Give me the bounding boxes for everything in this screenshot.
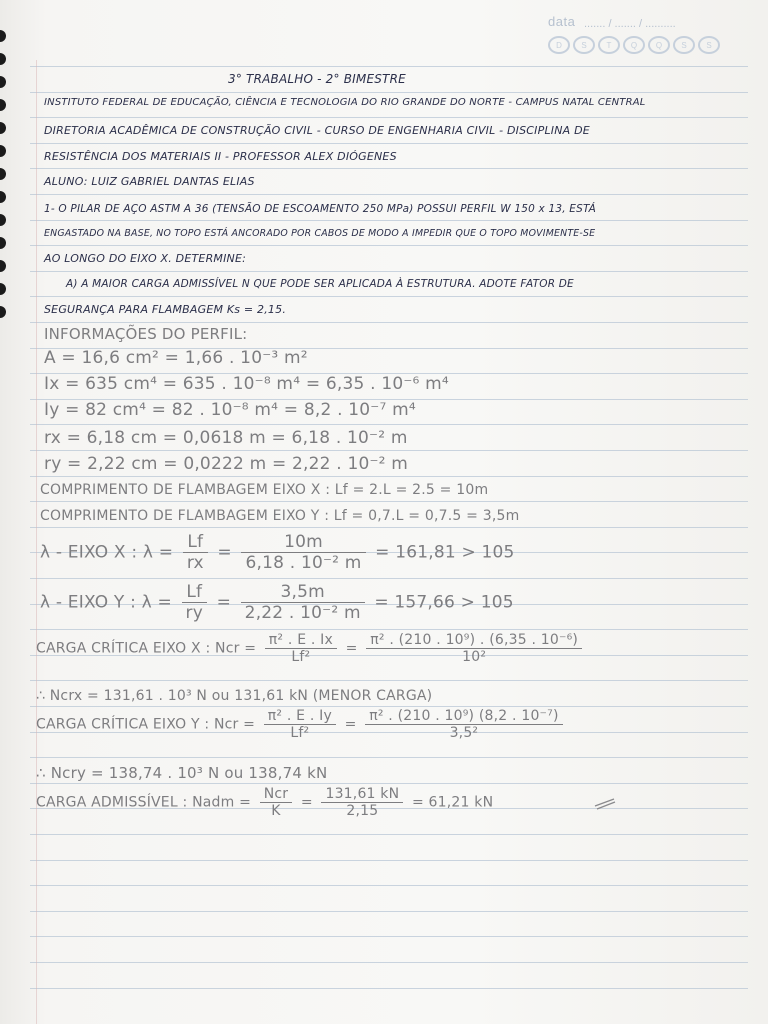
- weekday-circle: Q: [623, 36, 645, 54]
- ruled-line: [30, 117, 748, 118]
- ruled-line: [30, 783, 748, 784]
- assignment-title: 3° TRABALHO - 2° BIMESTRE: [228, 72, 406, 86]
- question-line-2: ENGASTADO NA BASE, NO TOPO ESTÁ ANCORADO POR CABOS DE MODO A IMPEDIR QUE O TOPO MOVIMENTE-SE: [44, 228, 596, 239]
- lambda-x-fraction-values: [241, 532, 365, 573]
- lambda-y-numerator-value: 3,5m: [241, 582, 365, 603]
- lambda-x-numerator: Lf: [183, 532, 208, 553]
- rx-equation: rx = 6,18 cm = 0,0618 m = 6,18 . 10⁻² m: [44, 428, 408, 448]
- lambda-x-denominator-value: 6,18 . 10⁻² m: [245, 553, 362, 573]
- ruled-line: [30, 220, 748, 221]
- ruled-line: [30, 296, 748, 297]
- item-a-line-2: SEGURANÇA PARA FLAMBAGEM Ks = 2,15.: [44, 303, 287, 316]
- nadm-lhs: CARGA ADMISSÍVEL : Nadm =: [36, 794, 252, 811]
- nadm-denominator-value: 2,15: [346, 803, 379, 819]
- spiral-hole: [0, 30, 6, 42]
- lambda-y-lhs: λ - EIXO Y : λ =: [40, 592, 172, 613]
- lambda-y-fraction: [182, 582, 207, 623]
- spiral-hole: [0, 191, 6, 203]
- spiral-hole: [0, 237, 6, 249]
- nadm-numerator: Ncr: [260, 786, 293, 803]
- weekday-circle: S: [573, 36, 595, 54]
- student-name: ALUNO: LUIZ GABRIEL DANTAS ELIAS: [44, 175, 255, 188]
- question-line-1: 1- O PILAR DE AÇO ASTM A 36 (TENSÃO DE ESCOAMENTO 250 MPa) POSSUI PERFIL W 150 x 13, ESTÁ: [44, 203, 597, 215]
- weekday-circle: S: [698, 36, 720, 54]
- critical-load-x-equation: CARGA CRÍTICA EIXO X : Ncr = $\frac{\text{π² . E . Ix}}{\text{Lf²}}$ = $\frac{\text{π² . (210 . 10⁹) . (6,35 . 10⁻⁶)}}{\text{10²}}$: [36, 632, 586, 665]
- ruled-line: [30, 885, 748, 886]
- ruled-line: [30, 962, 748, 963]
- date-header: [548, 14, 738, 54]
- ncr-y-denominator: Lf²: [290, 725, 310, 741]
- ncr-y-lhs: CARGA CRÍTICA EIXO Y : Ncr =: [36, 716, 256, 733]
- buckling-length-x: COMPRIMENTO DE FLAMBAGEM EIXO X : Lf = 2.L = 2.5 = 10m: [40, 482, 489, 498]
- ruled-line: [30, 66, 748, 67]
- weekday-circle: S: [673, 36, 695, 54]
- spiral-hole: [0, 214, 6, 226]
- lambda-x-denominator: rx: [186, 553, 204, 573]
- ncr-x-denominator-value: 10²: [462, 649, 487, 665]
- nadm-fraction: [260, 786, 293, 819]
- spiral-hole: [0, 145, 6, 157]
- ncr-x-denominator: Lf²: [291, 649, 311, 665]
- ruled-line: [30, 757, 748, 758]
- critical-load-x-result: ∴ Ncrx = 131,61 . 10³ N ou 131,61 kN (MENOR CARGA): [36, 688, 433, 704]
- double-underline-mark: [594, 796, 616, 810]
- ruled-line: [30, 194, 748, 195]
- spiral-hole: [0, 99, 6, 111]
- lambda-y-denominator-value: 2,22 . 10⁻² m: [244, 603, 361, 623]
- ry-equation: ry = 2,22 cm = 0,0222 m = 2,22 . 10⁻² m: [44, 454, 409, 474]
- lambda-x-numerator-value: 10m: [241, 532, 365, 553]
- ix-equation: Ix = 635 cm⁴ = 635 . 10⁻⁸ m⁴ = 6,35 . 10⁻⁶ m⁴: [44, 374, 449, 394]
- institution-line-1: INSTITUTO FEDERAL DE EDUCAÇÃO, CIÊNCIA E TECNOLOGIA DO RIO GRANDE DO NORTE - CAMPUS NATAL CENTRAL: [44, 97, 646, 108]
- nadm-numerator-value: 131,61 kN: [321, 786, 403, 803]
- ncr-x-fraction: [265, 632, 337, 665]
- ncr-y-numerator-value: π² . (210 . 10⁹) (8,2 . 10⁻⁷): [365, 708, 562, 725]
- nadm-denominator: K: [271, 803, 281, 819]
- weekday-circle: T: [598, 36, 620, 54]
- ruled-line: [30, 245, 748, 246]
- lambda-x-result: = 161,81 > 105: [375, 542, 515, 563]
- ruled-line: [30, 629, 748, 630]
- lambda-y-result: = 157,66 > 105: [374, 592, 514, 613]
- spiral-hole: [0, 283, 6, 295]
- ruled-line: [30, 936, 748, 937]
- lambda-y-denominator: ry: [185, 603, 203, 623]
- ruled-line: [30, 143, 748, 144]
- critical-load-y-result: ∴ Ncry = 138,74 . 10³ N ou 138,74 kN: [36, 764, 328, 782]
- ruled-line: [30, 271, 748, 272]
- spiral-hole: [0, 122, 6, 134]
- spiral-hole: [0, 168, 6, 180]
- ruled-line: [30, 578, 748, 579]
- spiral-hole: [0, 260, 6, 272]
- lambda-y-fraction-values: [241, 582, 365, 623]
- question-line-3: AO LONGO DO EIXO X. DETERMINE:: [44, 252, 247, 265]
- admissible-load-equation: CARGA ADMISSÍVEL : Nadm = $\frac{\text{Ncr}}{K}$ = $\frac{131,61 kN}{2,15}$ = 61,21 kN: [36, 786, 494, 819]
- ruled-line: [30, 501, 748, 502]
- ruled-line: [30, 450, 748, 451]
- ncr-y-denominator-value: 3,5²: [449, 725, 479, 741]
- lambda-y-equation: λ - EIXO Y : λ = $\frac{Lf}{ry}$ = $\frac{3,5m}{\text{2,22 . 10⁻² m}}$ = 157,66 > 105: [40, 582, 514, 623]
- ruled-line: [30, 860, 748, 861]
- ruled-line: [30, 706, 748, 707]
- ncr-y-fraction: [264, 708, 336, 741]
- ncr-x-numerator-value: π² . (210 . 10⁹) . (6,35 . 10⁻⁶): [366, 632, 582, 649]
- lambda-x-fraction: [183, 532, 208, 573]
- iy-equation: Iy = 82 cm⁴ = 82 . 10⁻⁸ m⁴ = 8,2 . 10⁻⁷ m⁴: [44, 400, 416, 420]
- ruled-line: [30, 322, 748, 323]
- spiral-hole: [0, 53, 6, 65]
- nadm-fraction-values: [321, 786, 403, 819]
- ruled-line: [30, 680, 748, 681]
- ncr-x-fraction-values: [366, 632, 582, 665]
- date-label: data: [548, 14, 576, 29]
- institution-line-3: RESISTÊNCIA DOS MATERIAIS II - PROFESSOR ALEX DIÓGENES: [44, 150, 397, 163]
- ncr-x-lhs: CARGA CRÍTICA EIXO X : Ncr =: [36, 640, 257, 657]
- ruled-line: [30, 168, 748, 169]
- lambda-x-lhs: λ - EIXO X : λ =: [40, 542, 174, 563]
- area-equation: A = 16,6 cm² = 1,66 . 10⁻³ m²: [44, 348, 308, 368]
- ncr-y-fraction-values: [365, 708, 562, 741]
- lambda-x-equation: λ - EIXO X : λ = $\frac{Lf}{rx}$ = $\frac{10m}{\text{6,18 . 10⁻² m}}$ = 161,81 > 105: [40, 532, 515, 573]
- profile-info-heading: INFORMAÇÕES DO PERFIL:: [44, 325, 248, 343]
- ncr-y-numerator: π² . E . Iy: [264, 708, 336, 725]
- institution-line-2: DIRETORIA ACADÊMICA DE CONSTRUÇÃO CIVIL - CURSO DE ENGENHARIA CIVIL - DISCIPLINA DE: [44, 124, 590, 137]
- buckling-length-y: COMPRIMENTO DE FLAMBAGEM EIXO Y : Lf = 0,7.L = 0,7.5 = 3,5m: [40, 508, 520, 524]
- weekday-circle: D: [548, 36, 570, 54]
- weekday-circles: [548, 36, 720, 54]
- ruled-line: [30, 911, 748, 912]
- nadm-result: = 61,21 kN: [411, 794, 494, 811]
- spiral-hole: [0, 306, 6, 318]
- ruled-line: [30, 527, 748, 528]
- ruled-line: [30, 476, 748, 477]
- spiral-hole: [0, 76, 6, 88]
- critical-load-y-equation: CARGA CRÍTICA EIXO Y : Ncr = $\frac{\text{π² . E . Iy}}{\text{Lf²}}$ = $\frac{\text{π² . (210 . 10⁹) (8,2 . 10⁻⁷)}}{\text{3,5²}}$: [36, 708, 567, 741]
- ruled-line: [30, 834, 748, 835]
- item-a-line-1: A) A MAIOR CARGA ADMISSÍVEL N QUE PODE SER APLICADA À ESTRUTURA. ADOTE FATOR DE: [66, 278, 574, 290]
- weekday-circle: Q: [648, 36, 670, 54]
- ncr-x-numerator: π² . E . Ix: [265, 632, 337, 649]
- margin-line: [36, 60, 37, 1024]
- ruled-line: [30, 988, 748, 989]
- date-dots: ....... / ....... / ..........: [584, 18, 676, 30]
- lambda-y-numerator: Lf: [182, 582, 207, 603]
- ruled-line: [30, 92, 748, 93]
- ruled-line: [30, 424, 748, 425]
